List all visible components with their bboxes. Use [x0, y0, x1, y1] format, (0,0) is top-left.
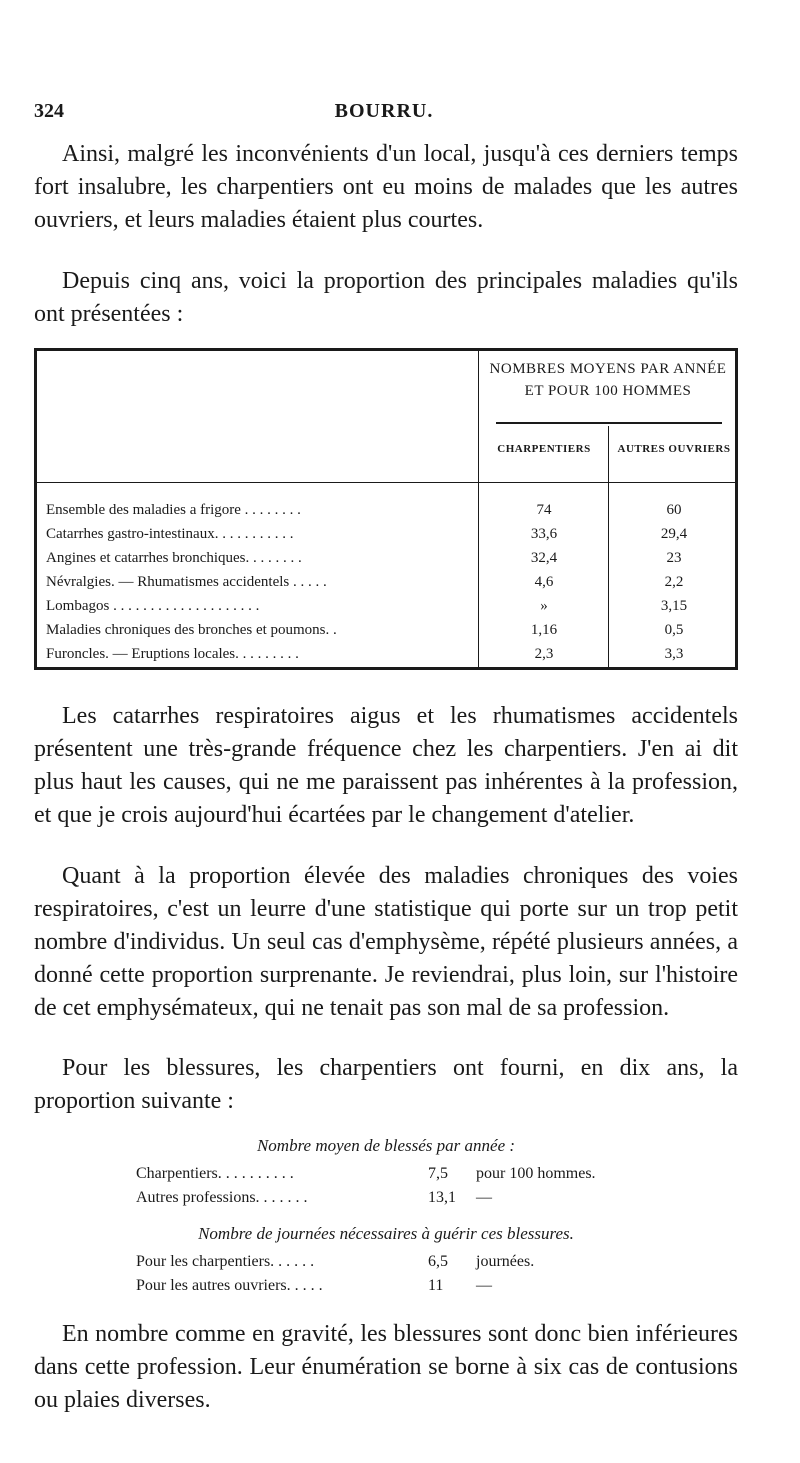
paragraph-text: Depuis cinq ans, voici la proportion des principales maladies qu'ils ont présentées :: [34, 268, 738, 327]
table-row: [34, 642, 738, 666]
header-rule: [34, 482, 738, 483]
cell-autres: 3,15: [660, 598, 688, 614]
wounds-value: 13,1: [428, 1189, 456, 1206]
paragraph-5: [34, 1052, 738, 1118]
wounds-label: Autres professions. . . . . . .: [136, 1189, 308, 1206]
cell-charpentiers: 32,4: [530, 550, 558, 566]
wounds-value: 11: [428, 1277, 444, 1294]
cell-charpentiers: 2,3: [534, 646, 554, 662]
table-row: [34, 618, 738, 642]
row-label: Lombagos . . . . . . . . . . . . . . . . . . . .: [46, 598, 260, 614]
wounds-value: 7,5: [428, 1165, 448, 1182]
table-rule-top: [34, 348, 738, 351]
paragraph-text: Pour les blessures, les charpentiers ont fourni, en dix ans, la proportion suivante :: [34, 1055, 738, 1114]
wounds-value: 6,5: [428, 1253, 448, 1270]
paragraph-4: [34, 860, 738, 1025]
cell-autres: 2,2: [664, 574, 684, 590]
table-group-header: [480, 358, 736, 402]
page-number: 324: [34, 100, 64, 122]
wounds-unit: —: [476, 1277, 492, 1294]
table-row: [34, 546, 738, 570]
paragraph-text: Quant à la proportion élevée des maladies chroniques des voies respiratoires, c'est un leurre d'une statistique qui porte sur un trop petit nombre d'individus. Un seul cas d'emphysème, répété plusieurs années, a donné cette proportion surprenante. Je reviendrai, plus loin, sur l'histoire de cet emphysémateux, qui ne tenait pas son mal de sa profession.: [34, 863, 738, 1021]
row-label: Névralgies. — Rhumatismes accidentels . . . . .: [46, 574, 327, 590]
wounds-row: [136, 1274, 696, 1298]
group-rule: [496, 422, 722, 424]
cell-autres: 60: [666, 502, 682, 518]
paragraph-3: [34, 700, 738, 832]
page-header: [34, 100, 734, 130]
table-row: [34, 522, 738, 546]
row-label: Ensemble des maladies a frigore . . . . . . . .: [46, 502, 301, 518]
wounds-unit: pour 100 hommes.: [476, 1165, 596, 1182]
paragraph-1: [34, 138, 738, 237]
wounds-row: [136, 1250, 696, 1274]
paragraph-2: [34, 265, 738, 331]
table-row: [34, 570, 738, 594]
table-rule-bottom: [34, 667, 738, 670]
wounds-unit: journées.: [476, 1253, 535, 1270]
row-label: Furoncles. — Eruptions locales. . . . . . . . .: [46, 646, 299, 662]
wounds-row: [136, 1162, 696, 1186]
cell-autres: 23: [666, 550, 682, 566]
wounds-title-1: Nombre moyen de blessés par année :: [256, 1136, 516, 1155]
column-header-charpentiers: CHARPENTIERS: [497, 443, 591, 455]
table-row: [34, 594, 738, 618]
disease-table: [34, 348, 738, 670]
cell-charpentiers: 33,6: [530, 526, 558, 542]
cell-charpentiers: »: [540, 598, 548, 614]
paragraph-text: Ainsi, malgré les inconvénients d'un local, jusqu'à ces derniers temps fort insalubre, les charpentiers ont eu moins de malades que les autres ouvriers, et leurs maladies étaient plus courtes.: [34, 141, 738, 233]
row-label: Catarrhes gastro-intestinaux. . . . . . . . . . .: [46, 526, 294, 542]
wounds-label: Pour les autres ouvriers. . . . .: [136, 1277, 323, 1294]
wounds-label: Charpentiers. . . . . . . . . .: [136, 1165, 294, 1182]
cell-autres: 29,4: [660, 526, 688, 542]
group-header-line: NOMBRES MOYENS PAR ANNÉE: [489, 361, 727, 377]
paragraph-text: Les catarrhes respiratoires aigus et les rhumatismes accidentels présentent une très-grande fréquence chez les charpentiers. J'en ai dit plus haut les causes, qui ne me paraissent pas inhérentes à la profession, et que je crois aujourd'hui écartées par le changement d'atelier.: [34, 703, 738, 828]
group-header-line: ET POUR 100 HOMMES: [524, 383, 692, 399]
cell-charpentiers: 4,6: [534, 574, 554, 590]
table-row: [34, 498, 738, 522]
cell-charpentiers: 74: [536, 502, 552, 518]
row-label: Angines et catarrhes bronchiques. . . . . . . .: [46, 550, 302, 566]
wounds-title-2: Nombre de journées nécessaires à guérir ces blessures.: [198, 1224, 574, 1243]
column-header-autres: AUTRES OUVRIERS: [617, 443, 731, 455]
running-title: BOURRU.: [334, 100, 434, 122]
paragraph-6: [34, 1318, 738, 1417]
paragraph-text: En nombre comme en gravité, les blessures sont donc bien inférieures dans cette profession. Leur énumération se borne à six cas de contusions ou plaies diverses.: [34, 1321, 738, 1413]
cell-charpentiers: 1,16: [530, 622, 558, 638]
cell-autres: 0,5: [664, 622, 684, 638]
wounds-unit: —: [476, 1189, 492, 1206]
wounds-row: [136, 1186, 696, 1210]
cell-autres: 3,3: [664, 646, 684, 662]
wounds-label: Pour les charpentiers. . . . . .: [136, 1253, 315, 1270]
row-label: Maladies chroniques des bronches et poumons. .: [46, 622, 337, 638]
